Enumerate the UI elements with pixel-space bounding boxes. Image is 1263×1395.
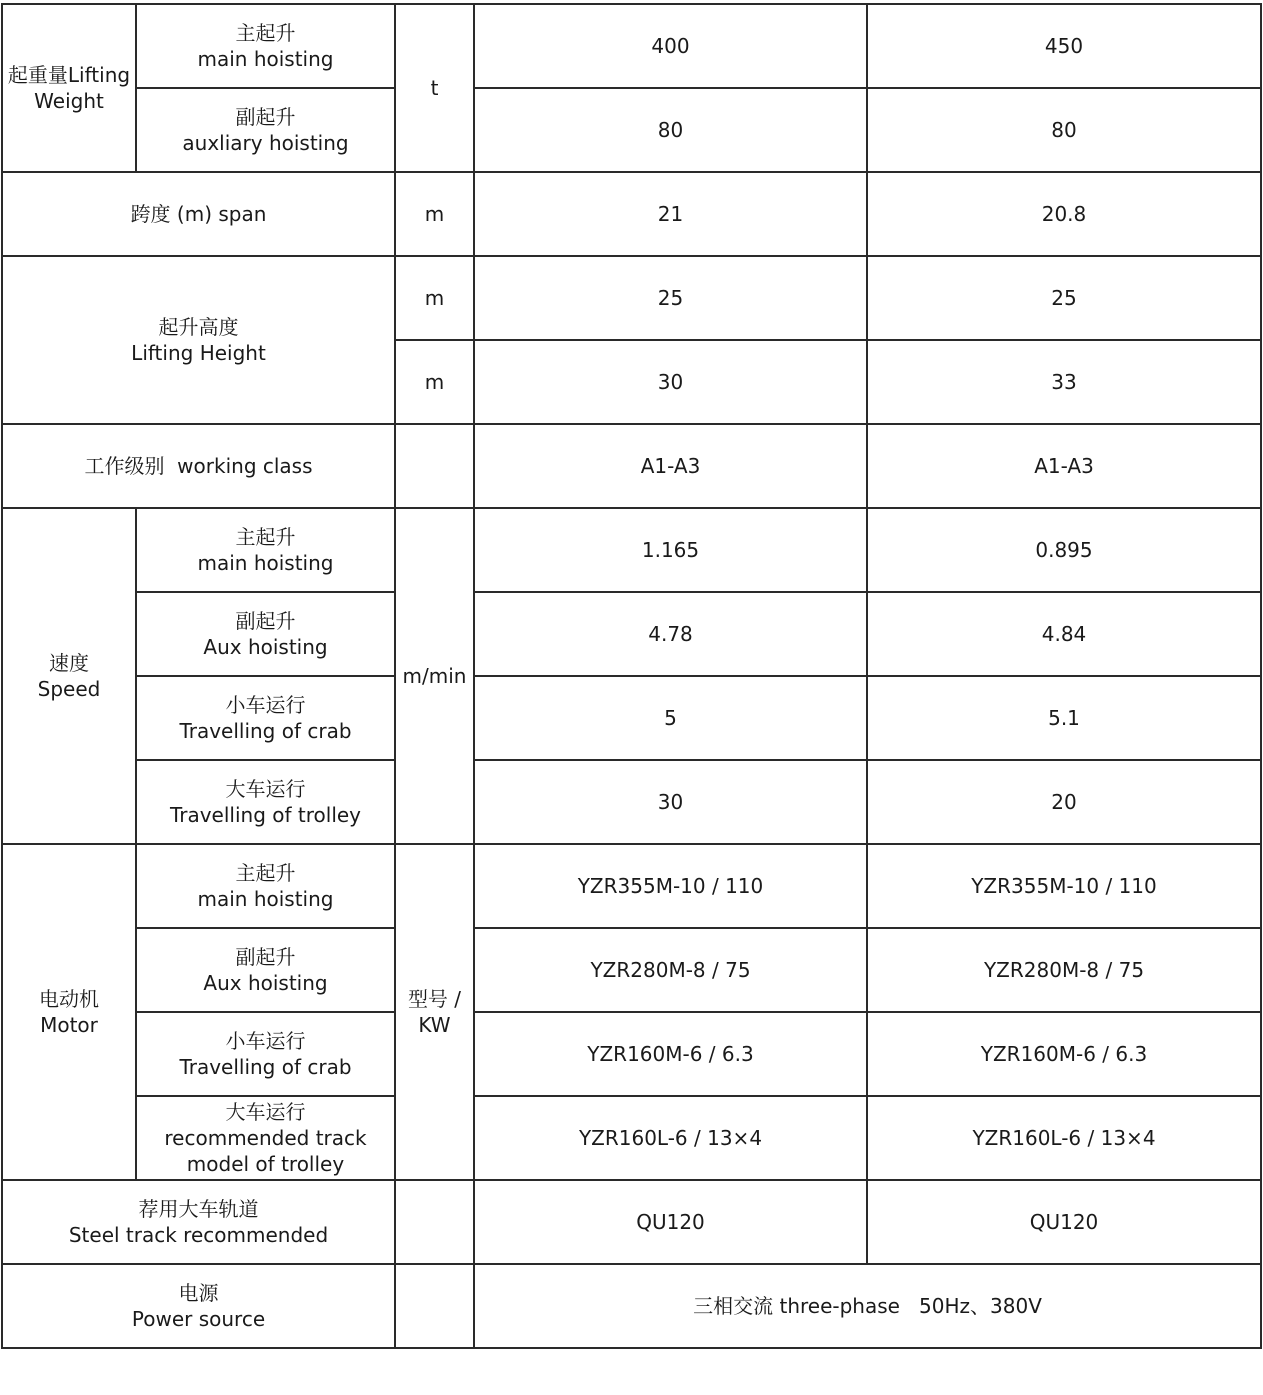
value-cell: 80: [867, 88, 1261, 172]
speed-item-label: 副起升 Aux hoisting: [136, 592, 395, 676]
value-cell: YZR160L-6 / 13×4: [867, 1096, 1261, 1180]
unit-cell: m/min: [395, 508, 474, 844]
value-cell: 25: [474, 256, 867, 340]
value-cell: 20.8: [867, 172, 1261, 256]
speed-label: 速度 Speed: [2, 508, 136, 844]
speed-item-label: 主起升 main hoisting: [136, 508, 395, 592]
value-cell: 21: [474, 172, 867, 256]
unit-cell: [395, 424, 474, 508]
value-cell: 80: [474, 88, 867, 172]
value-cell: 1.165: [474, 508, 867, 592]
unit-cell: m: [395, 256, 474, 340]
value-cell: 33: [867, 340, 1261, 424]
value-cell: QU120: [474, 1180, 867, 1264]
speed-item-label: 小车运行 Travelling of crab: [136, 676, 395, 760]
value-cell: YZR280M-8 / 75: [474, 928, 867, 1012]
table-row: [2, 1264, 1261, 1348]
motor-item-label: 副起升 Aux hoisting: [136, 928, 395, 1012]
table-row: [2, 844, 1261, 928]
motor-item-label: 小车运行 Travelling of crab: [136, 1012, 395, 1096]
power-label: 电源 Power source: [2, 1264, 395, 1348]
table-row: [2, 592, 1261, 676]
table-row: [2, 256, 1261, 340]
value-cell: 30: [474, 760, 867, 844]
unit-cell: [395, 1180, 474, 1264]
value-cell: YZR160M-6 / 6.3: [474, 1012, 867, 1096]
table-row: [2, 928, 1261, 1012]
value-cell: 20: [867, 760, 1261, 844]
unit-cell: m: [395, 340, 474, 424]
value-cell: 4.84: [867, 592, 1261, 676]
table-row: [2, 1096, 1261, 1180]
table-row: [2, 1180, 1261, 1264]
motor-item-label: 大车运行 recommended track model of trolley: [136, 1096, 395, 1180]
lifting-weight-label: 起重量Lifting Weight: [2, 4, 136, 172]
value-cell: A1-A3: [867, 424, 1261, 508]
value-cell: 0.895: [867, 508, 1261, 592]
value-cell: 450: [867, 4, 1261, 88]
value-cell: 30: [474, 340, 867, 424]
track-label: 荐用大车轨道 Steel track recommended: [2, 1180, 395, 1264]
unit-cell: [395, 1264, 474, 1348]
value-cell: YZR280M-8 / 75: [867, 928, 1261, 1012]
table-row: [2, 1012, 1261, 1096]
motor-item-label: 主起升 main hoisting: [136, 844, 395, 928]
table-row: [2, 88, 1261, 172]
value-cell: QU120: [867, 1180, 1261, 1264]
value-cell: A1-A3: [474, 424, 867, 508]
table-row: [2, 172, 1261, 256]
value-cell: YZR355M-10 / 110: [474, 844, 867, 928]
span-label: 跨度 (m) span: [2, 172, 395, 256]
value-cell: 5: [474, 676, 867, 760]
working-class-label: 工作级别 working class: [2, 424, 395, 508]
value-cell: YZR355M-10 / 110: [867, 844, 1261, 928]
power-value: 三相交流 three-phase 50Hz、380V: [474, 1264, 1261, 1348]
value-cell: 400: [474, 4, 867, 88]
value-cell: 4.78: [474, 592, 867, 676]
main-hoisting-label: 主起升 main hoisting: [136, 4, 395, 88]
table-row: [2, 424, 1261, 508]
table-row: [2, 508, 1261, 592]
motor-label: 电动机 Motor: [2, 844, 136, 1180]
lifting-height-label: 起升高度 Lifting Height: [2, 256, 395, 424]
unit-cell: 型号 / KW: [395, 844, 474, 1180]
table-row: [2, 760, 1261, 844]
table-row: [2, 4, 1261, 88]
value-cell: YZR160M-6 / 6.3: [867, 1012, 1261, 1096]
aux-hoisting-label: 副起升 auxliary hoisting: [136, 88, 395, 172]
unit-cell: m: [395, 172, 474, 256]
value-cell: YZR160L-6 / 13×4: [474, 1096, 867, 1180]
crane-spec-table: [1, 3, 1262, 1349]
speed-item-label: 大车运行 Travelling of trolley: [136, 760, 395, 844]
value-cell: 5.1: [867, 676, 1261, 760]
table-row: [2, 676, 1261, 760]
value-cell: 25: [867, 256, 1261, 340]
unit-cell: t: [395, 4, 474, 172]
